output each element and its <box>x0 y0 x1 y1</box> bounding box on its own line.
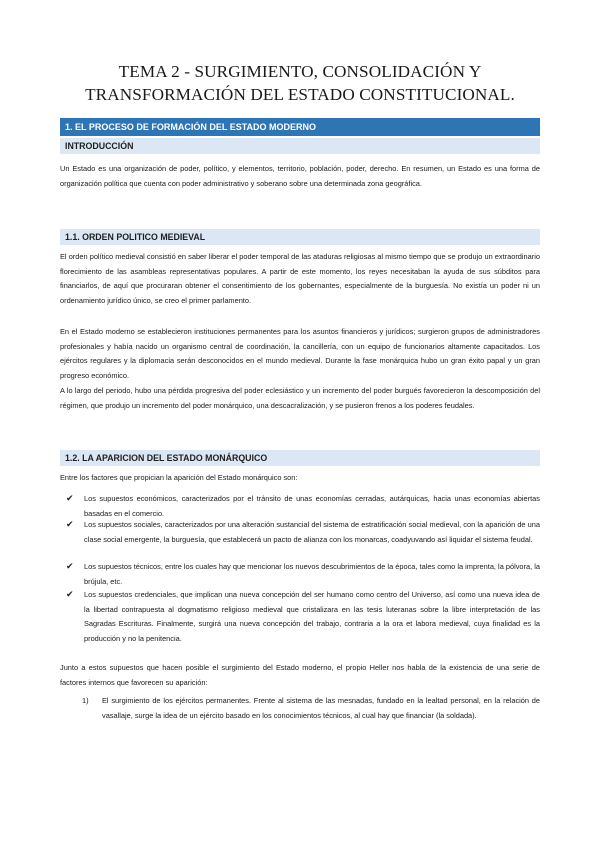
bullet-item <box>66 492 540 521</box>
checkmark-icon: ✔ <box>66 561 74 571</box>
section-1-2-lead: Entre los factores que propician la aparición del Estado monárquico son: <box>60 473 298 482</box>
bullet-text: Los supuestos sociales, caracterizados por una alteración sustancial del sistema de estratificación social medieval, con la aparición de una clase social emergente, la burguesía, que establecerá un pacto de alianza con los monarcas, coadyuvando así liquidar el sistema feudal. <box>84 520 540 544</box>
section-1-1-paragraph-3: A lo largo del periodo, hubo una pérdida progresiva del poder eclesiástico y un incremento del poder burgués favorecieron la descomposición del régimen, que produjo un incremento del poder monárquico, una descacralización, y se pusieron frenos a los poderes feudales. <box>60 386 540 410</box>
checkmark-icon: ✔ <box>66 519 74 529</box>
section-1-1-paragraph-2: En el Estado moderno se establecieron instituciones permanentes para los asuntos financieros y jurídicos; surgieron grupos de administradores profesionales y había nacido un organismo central de coordinación, la cancillería, con un equipo de funcionarios altamente capacitados. Los ejércitos regulares y la diplomacia serán desconocidos en el mundo medieval. Durante la fase monárquica hubo un gran éxito papal y un gran progreso económico. <box>60 327 540 380</box>
bullet-text: Los supuestos técnicos, entre los cuales hay que mencionar los nuevos descubrimientos de la época, tales como la imprenta, la pólvora, la brújula, etc. <box>84 562 540 586</box>
bullet-item <box>66 560 540 589</box>
section-1-1-heading: 1.1. ORDEN POLITICO MEDIEVAL <box>60 229 540 245</box>
bullet-item <box>66 518 540 547</box>
section-1-2-heading: 1.2. LA APARICION DEL ESTADO MONÁRQUICO <box>60 450 540 466</box>
intro-paragraph: Un Estado es una organización de poder, político, y elementos, territorio, población, poder, derecho. En resumen, un Estado es una forma de organización política que cuenta con poder administrativo y soberano sobre una determinada zona geográfica. <box>60 164 540 188</box>
document-title: TEMA 2 - SURGIMIENTO, CONSOLIDACIÓN Y TRANSFORMACIÓN DEL ESTADO CONSTITUCIONAL. <box>85 62 515 104</box>
section-1-2-paragraph-after: Junto a estos supuestos que hacen posible el surgimiento del Estado moderno, el propio Heller nos habla de la existencia de una serie de factores internos que favorecen su aparición: <box>60 663 540 687</box>
bullet-item <box>66 588 540 646</box>
checkmark-icon: ✔ <box>66 589 74 599</box>
bullet-text: Los supuestos credenciales, que implican una nueva concepción del ser humano como centro del Universo, así como una nueva idea de la libertad contrapuesta al dogmatismo religioso medieval que cristalizara en las tesis luteranas sobre la libre interpretación de las Sagradas Escrituras. Finalmente, surgirá una nueva concepción del trabajo, contraria a la ora et labora medieval, cuya finalidad es la producción y no la penitencia. <box>84 590 540 643</box>
numbered-item-text: El surgimiento de los ejércitos permanentes. Frente al sistema de las mesnadas, fundado en la lealtad personal, en la relación de vasallaje, surge la idea de un ejército basado en los conocimientos técnicos, al cual hay que financiar (la soldada). <box>102 696 540 720</box>
section-1-1-paragraph-1: El orden político medieval consistió en saber liberar el poder temporal de las ataduras religiosas al mismo tiempo que se produjo un extraordinario florecimiento de las asambleas representativas populares. A partir de este momento, los reyes necesitaban la ayuda de sus súbditos para financiarlos, de aquí que procuraran obtener el consentimiento de los gobernantes, especialmente de la burguesía. No existía un poder ni un ordenamiento jurídico único, se creo el primer parlamento. <box>60 252 540 305</box>
checkmark-icon: ✔ <box>66 493 74 503</box>
intro-heading: INTRODUCCIÓN <box>60 138 540 154</box>
bullet-text: Los supuestos económicos, caracterizados por el tránsito de unas economías cerradas, autárquicas, hacia unas economías abiertas basadas en el comercio. <box>84 494 540 518</box>
numbered-item-marker: 1) <box>82 696 89 705</box>
section-1-heading: 1. EL PROCESO DE FORMACIÓN DEL ESTADO MODERNO <box>60 118 540 136</box>
